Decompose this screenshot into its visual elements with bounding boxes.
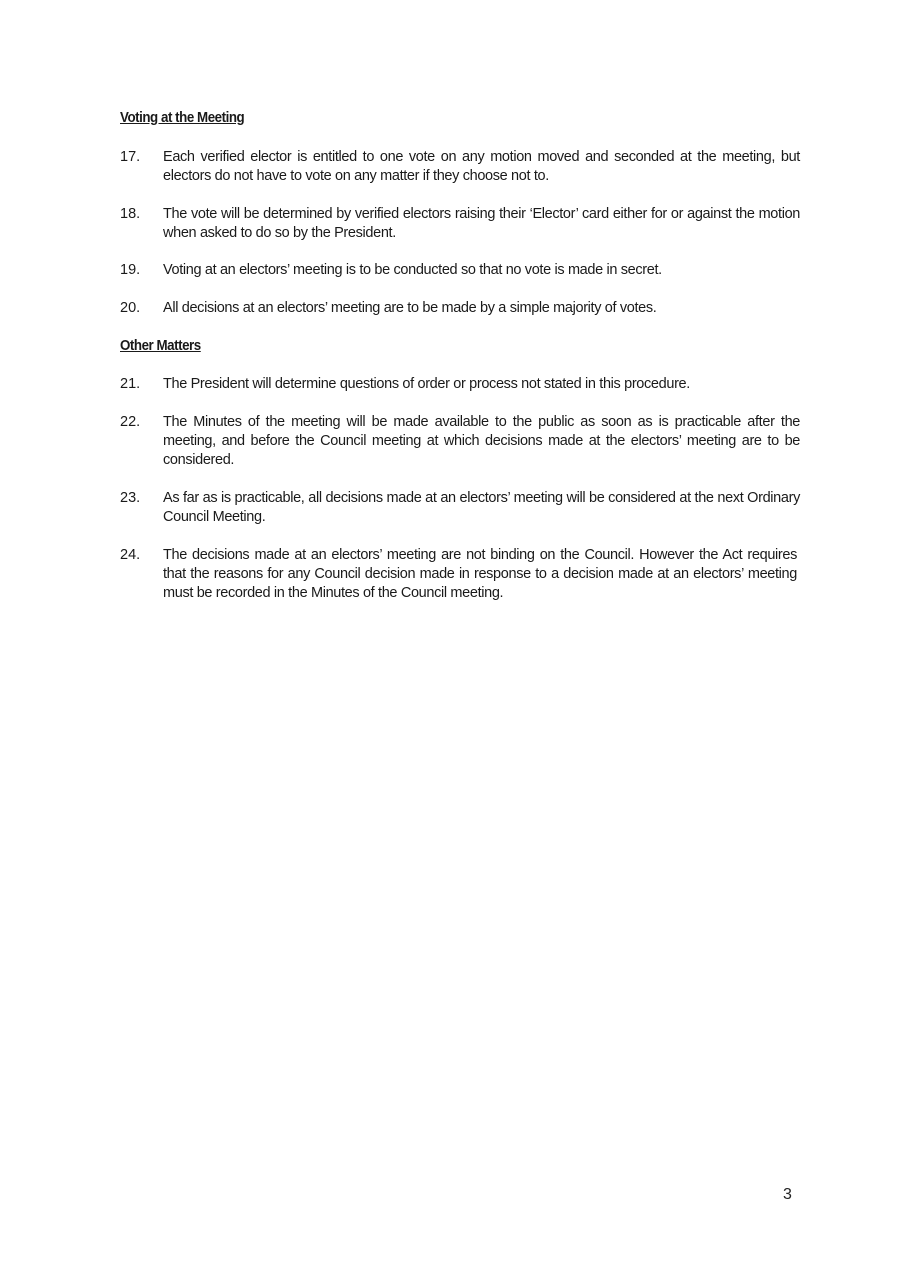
- item-text: Voting at an electors’ meeting is to be conducted so that no vote is made in secret.: [163, 262, 662, 278]
- page-number: 3: [783, 1186, 792, 1203]
- item-text: As far as is practicable, all decisions made at an electors’ meeting will be considered at the next Ordinary Council Meeting.: [163, 490, 800, 525]
- item-number: 21.: [120, 376, 141, 392]
- item-text: The decisions made at an electors’ meeting are not binding on the Council. However the Act requires that the reasons for any Council decision made in response to a decision made at an electors’ meeting must be recorded in the Minutes of the Council meeting.: [163, 547, 797, 601]
- section-heading-other-matters: Other Matters: [120, 338, 201, 354]
- item-number: 19.: [120, 262, 141, 278]
- item-number: 23.: [120, 490, 141, 506]
- item-text: All decisions at an electors’ meeting are to be made by a simple majority of votes.: [163, 300, 657, 316]
- item-number: 24.: [120, 547, 141, 563]
- item-text: Each verified elector is entitled to one vote on any motion moved and seconded at the meeting, but electors do not have to vote on any matter if they choose not to.: [163, 149, 800, 184]
- item-number: 17.: [120, 149, 141, 165]
- item-number: 20.: [120, 300, 141, 316]
- item-text: The Minutes of the meeting will be made available to the public as soon as is practicable after the meeting, and before the Council meeting at which decisions made at the electors’ meeting are to be considered.: [163, 414, 800, 468]
- item-text: The President will determine questions of order or process not stated in this procedure.: [163, 376, 690, 392]
- item-number: 18.: [120, 206, 141, 222]
- item-text: The vote will be determined by verified electors raising their ‘Elector’ card either for or against the motion when asked to do so by the President.: [163, 206, 800, 241]
- item-number: 22.: [120, 414, 141, 430]
- section-heading-voting: Voting at the Meeting: [120, 110, 245, 126]
